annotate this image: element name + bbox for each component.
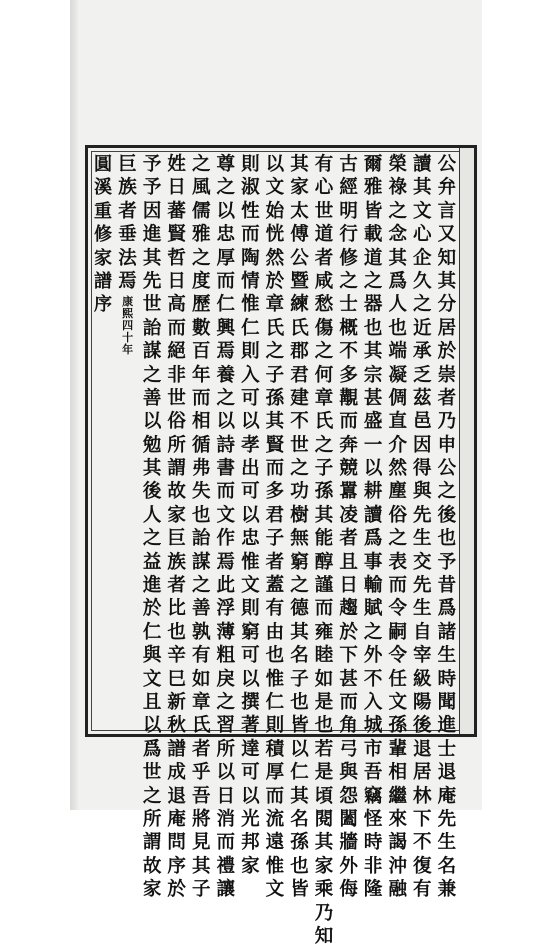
column-text: 榮 祿 之 念 其 爲 人 也 端 凝 倜 直 介 然 塵 俗 之 表 而 令 嗣 令 任 文 孫 輩 相 繼 來 謁 沖 融 xyxy=(388,154,407,901)
column-text: 姓 日 蕃 賢 哲 日 高 而 絕 非 世 俗 所 謂 故 家 巨 族 者 比 也 辛 巳 新 秋 譜 成 退 庵 問 序 於 xyxy=(167,154,186,901)
text-column xyxy=(313,154,335,947)
text-column xyxy=(436,154,458,901)
column-text: 古 經 明 行 修 之 士 概 不 多 覯 而 奔 競 囂 凌 者 且 日 趨 於 下 甚 而 角 弓 與 怨 闔 牆 外 侮 xyxy=(339,154,358,901)
column-text: 之 風 儒 雅 之 度 歷 數 百 年 而 相 循 弗 失 也 詒 謀 之 善 孰 有 如 章 氏 者 乎 吾 將 見 其 子 xyxy=(191,154,211,901)
column-text: 其 家 太 傅 公 暨 練 氏 郡 君 建 不 世 之 功 樹 無 窮 之 德 其 名 子 也 皆 以 仁 其 名 孫 也 皆 xyxy=(290,154,309,901)
text-columns xyxy=(92,154,458,947)
text-column xyxy=(387,154,409,901)
text-column xyxy=(239,154,261,877)
column-text: 爾 雅 皆 載 道 之 器 也 其 宗 甚 盛 一 以 耕 讀 爲 事 輸 賦 之 外 不 入 城 市 吾 竊 怪 時 非 隆 xyxy=(363,154,383,901)
text-column xyxy=(215,154,237,901)
text-column xyxy=(117,156,139,726)
fold-margin-column xyxy=(459,148,474,734)
text-column xyxy=(289,154,311,901)
column-text: 予 予 因 進 其 先 世 詒 謀 之 善 以 勉 其 後 人 之 益 進 於 仁 與 文 且 以 爲 世 之 所 謂 故 家 xyxy=(142,154,162,901)
text-column xyxy=(338,154,360,901)
column-text: 以 文 始 恍 然 於 章 氏 之 子 孫 其 賢 而 多 君 子 者 蓋 有 由 也 惟 仁 則 積 厚 而 流 遠 惟 文 xyxy=(265,154,285,901)
text-column xyxy=(362,154,384,901)
printed-text-block xyxy=(85,145,477,947)
text-column xyxy=(190,154,212,901)
column-text: 公 弁 言 又 知 其 分 居 於 崇 者 乃 申 公 之 後 也 予 昔 爲 諸 生 時 聞 進 士 退 庵 先 生 名 兼 xyxy=(437,154,457,901)
column-text: 尊 之 以 忠 厚 而 仁 興 焉 養 之 以 詩 書 而 文 作 焉 此 浮 薄 粗 戾 之 習 所 以 日 消 而 禮 讓 xyxy=(216,154,236,901)
column-text: 圓 溪 重 修 家 譜 序 xyxy=(94,154,112,316)
column-text: 巨 族 者 垂 法 焉 xyxy=(118,154,137,292)
column-text: 有 心 世 道 者 咸 愁 傷 之 何 章 氏 之 子 孫 其 能 醇 謹 而 雍 睦 如 是 也 若 是 頃 閱 其 家 乘 乃 知 xyxy=(314,154,334,947)
column-text: 則 淑 性 而 陶 情 惟 仁 則 入 可 以 孝 出 可 以 忠 惟 文 則 窮 可 以 撰 著 達 可 以 光 邦 家 xyxy=(241,154,260,877)
column-text: 讀 其 文 心 企 久 之 近 承 乏 茲 邑 因 得 與 先 生 交 先 生 自 宰 級 陽 後 退 居 林 下 不 復 有 xyxy=(413,154,432,901)
preface-title-column xyxy=(92,156,114,726)
text-column xyxy=(264,154,286,901)
text-column xyxy=(141,154,163,901)
date-note: 康 熙 四 十 年 xyxy=(122,295,134,357)
text-column xyxy=(411,154,433,901)
text-column xyxy=(166,154,188,901)
